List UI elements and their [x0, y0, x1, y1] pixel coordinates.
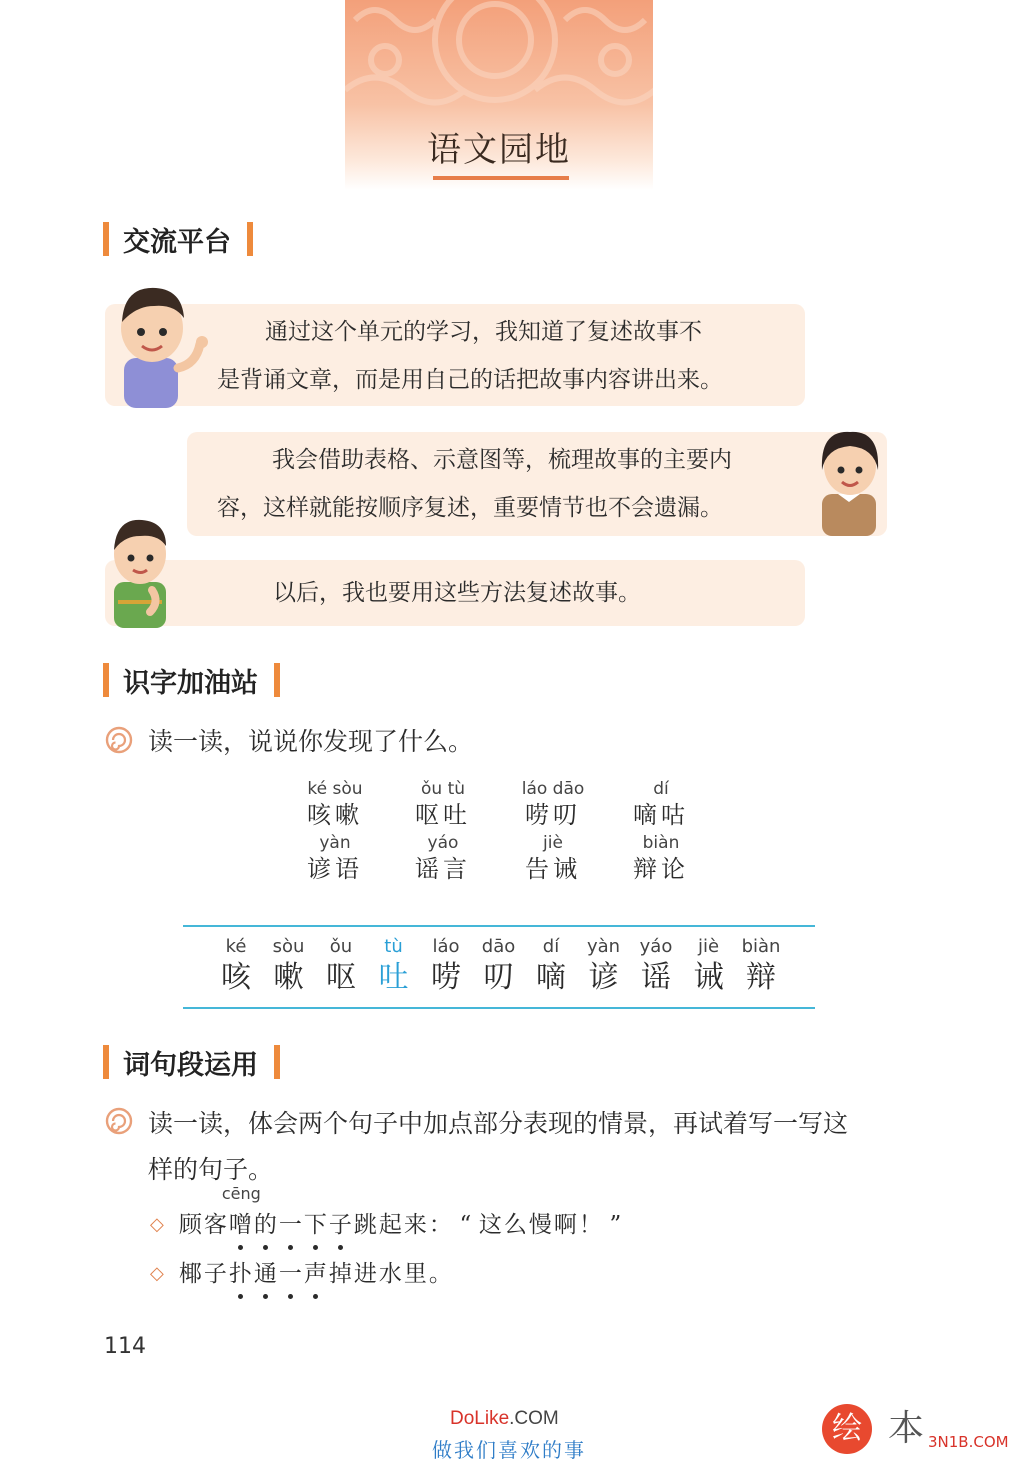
speech-bubble-2	[187, 432, 887, 536]
strip-hanzi: 谚	[588, 960, 619, 995]
word-hanzi: 唠叨	[525, 801, 581, 829]
strip-pinyin: yàn	[586, 936, 621, 957]
spiral-icon	[105, 726, 133, 754]
word-hanzi: 咳嗽	[307, 801, 363, 829]
section-bar-right	[274, 1045, 280, 1079]
strip-hanzi: 嗽	[273, 960, 304, 995]
strip-character	[210, 935, 262, 997]
title-underline	[433, 176, 569, 180]
strip-hanzi: 辩	[746, 960, 776, 995]
strip-character	[683, 935, 735, 997]
word-pinyin: ké sòu	[307, 779, 363, 799]
strip-pinyin: ké	[225, 936, 247, 957]
word-pinyin: yàn	[319, 833, 351, 853]
word-item	[508, 778, 598, 830]
strip-pinyin: dāo	[481, 936, 516, 957]
section-heading-communication	[103, 219, 253, 259]
strip-pinyin: tù	[384, 936, 403, 957]
strip-character	[525, 935, 577, 997]
sentence-2-start: 椰子	[178, 1261, 227, 1287]
word-pinyin: jiè	[543, 833, 563, 853]
page-number: 114	[104, 1334, 146, 1359]
word-item	[290, 832, 380, 884]
speech-bubble-3	[105, 560, 805, 626]
strip-pinyin: yáo	[639, 936, 673, 957]
diamond-bullet-icon: ◇	[150, 1214, 164, 1235]
word-hanzi: 谚语	[307, 855, 363, 883]
bubble-1-line-1: 通过这个单元的学习，我知道了复述故事不	[265, 319, 702, 345]
strip-hanzi: 谣	[641, 960, 671, 995]
strip-hanzi: 吐	[378, 960, 409, 995]
strip-pinyin: ǒu	[329, 936, 353, 957]
word-item	[508, 832, 598, 884]
strip-character	[735, 935, 787, 997]
word-item	[616, 832, 706, 884]
word-hanzi: 谣言	[415, 855, 471, 883]
word-hanzi: 呕吐	[415, 801, 471, 829]
word-item	[398, 778, 488, 830]
girl-avatar-icon	[812, 426, 888, 536]
sentence-2-dotted-phrase: 扑通一声	[228, 1257, 328, 1291]
spiral-icon	[105, 1107, 133, 1135]
word-item	[290, 778, 380, 830]
strip-pinyin: jiè	[697, 936, 720, 957]
sentence-1-end: 跳起来： “ 这么慢啊！ ”	[353, 1212, 622, 1238]
bubble-2-line-1: 我会借助表格、示意图等，梳理故事的主要内	[272, 447, 732, 473]
sentence-1-start: 顾客	[178, 1212, 227, 1238]
boy-thinking-avatar-icon	[106, 516, 178, 630]
strip-pinyin: láo	[432, 936, 460, 957]
dolike-brand: DoLike	[450, 1408, 510, 1429]
strip-hanzi: 诫	[693, 960, 724, 995]
instruction-2-line-1: 读一读，体会两个句子中加点部分表现的情景，再试着写一写这	[148, 1109, 849, 1138]
section-label: 识字加油站	[123, 667, 258, 699]
word-hanzi: 告诫	[525, 855, 581, 883]
bubble-3-line-1: 以后，我也要用这些方法复述故事。	[273, 580, 641, 606]
strip-pinyin: sòu	[272, 936, 305, 957]
sentence-2-end: 掉进水里。	[328, 1261, 452, 1287]
strip-pinyin: biàn	[741, 936, 781, 957]
dolike-domain: .COM	[509, 1408, 559, 1429]
strip-character	[368, 935, 420, 997]
instruction-1: 读一读，说说你发现了什么。	[148, 727, 474, 756]
boy-avatar-icon	[108, 282, 212, 412]
section-bar-left	[103, 222, 109, 256]
example-sentence-1	[150, 1184, 628, 1242]
site-url: 3N1B.COM	[928, 1433, 1009, 1451]
sentence-1-dotted-phrase: 噌 cēng 的一下子	[228, 1208, 353, 1242]
strip-character	[578, 935, 630, 997]
strip-character	[263, 935, 315, 997]
word-pinyin: biàn	[642, 833, 680, 853]
word-hanzi: 辩论	[633, 855, 689, 883]
bubble-1-line-2: 是背诵文章，而是用自己的话把故事内容讲出来。	[217, 367, 723, 393]
strip-character	[315, 935, 367, 997]
title-banner	[345, 0, 653, 190]
site-logo-char: 本	[888, 1408, 925, 1449]
strip-pinyin: dí	[542, 936, 560, 957]
section-label: 交流平台	[123, 226, 231, 258]
strip-character	[420, 935, 472, 997]
word-hanzi: 嘀咕	[633, 801, 689, 829]
word-pinyin: ǒu tù	[420, 779, 466, 799]
section-heading-literacy	[103, 660, 280, 700]
section-bar-right	[274, 663, 280, 697]
page-title: 语文园地	[427, 130, 571, 170]
diamond-bullet-icon: ◇	[150, 1263, 164, 1284]
section-label: 词句段运用	[123, 1049, 258, 1081]
strip-bottom-line	[183, 1007, 815, 1009]
bubble-2-line-2: 容，这样就能按顺序复述，重要情节也不会遗漏。	[217, 495, 723, 521]
ruby-pinyin: cēng	[221, 1184, 261, 1203]
word-item	[616, 778, 706, 830]
word-pinyin: yáo	[427, 833, 459, 853]
strip-hanzi: 呕	[326, 960, 356, 995]
site-logo-circle: 绘	[822, 1404, 872, 1454]
instruction-2-line-2: 样的句子。	[148, 1155, 274, 1184]
section-bar-left	[103, 663, 109, 697]
word-item	[398, 832, 488, 884]
word-pinyin: láo dāo	[521, 779, 585, 799]
example-sentence-2	[150, 1257, 453, 1291]
strip-hanzi: 叨	[483, 960, 514, 995]
section-bar-right	[247, 222, 253, 256]
strip-hanzi: 唠	[431, 960, 461, 995]
section-bar-left	[103, 1045, 109, 1079]
strip-hanzi: 嘀	[536, 960, 566, 995]
strip-top-line	[183, 925, 815, 927]
section-heading-words-sentences	[103, 1042, 280, 1082]
word-pinyin: dí	[653, 779, 669, 799]
dolike-logo	[450, 1408, 559, 1430]
strip-hanzi: 咳	[221, 960, 251, 995]
dolike-slogan: 做我们喜欢的事	[432, 1438, 586, 1462]
strip-character	[630, 935, 682, 997]
strip-character	[473, 935, 525, 997]
